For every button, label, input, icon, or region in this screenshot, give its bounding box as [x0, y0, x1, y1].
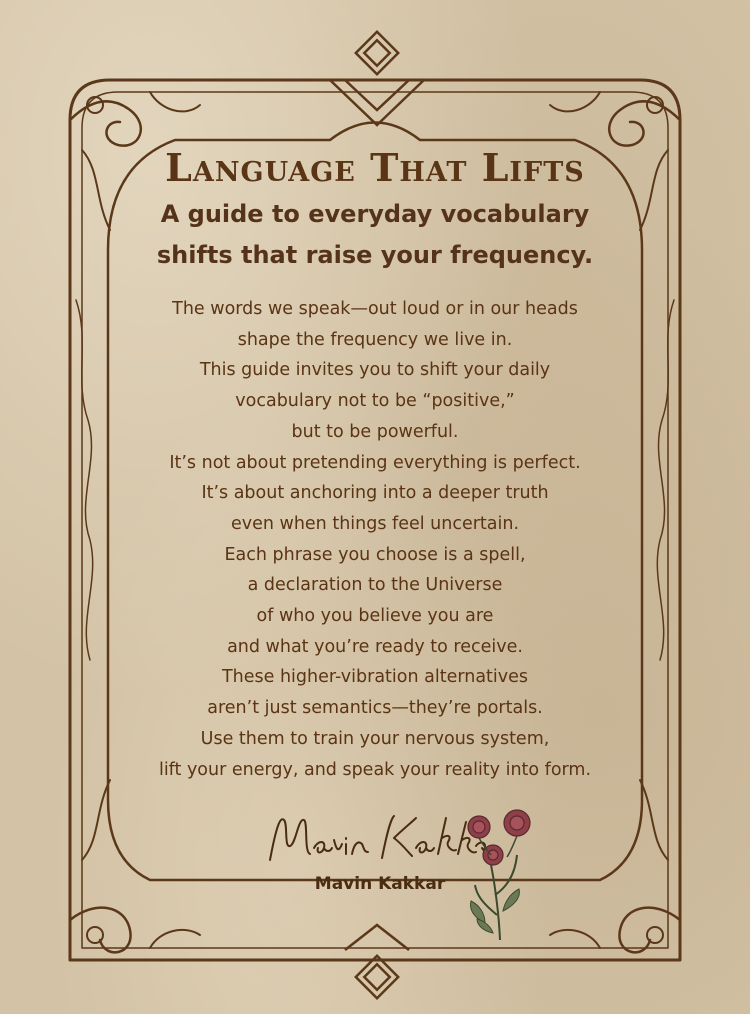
knot-ornament-bottom-icon: [345, 925, 409, 998]
body-line: The words we speak—out loud or in our heads: [172, 299, 578, 319]
subtitle-line: A guide to everyday vocabulary: [160, 200, 590, 228]
rose-illustration-icon: [455, 805, 545, 945]
body-line: but to be powerful.: [291, 421, 459, 442]
body-line: aren’t just semantics—they’re portals.: [207, 698, 543, 719]
content-block: [90, 142, 660, 785]
body-line: These higher-vibration alternatives: [221, 667, 529, 688]
body-line: It’s not about pretending everything is perfect.: [169, 452, 581, 473]
body-line: Each phrase you choose is a spell,: [224, 544, 526, 565]
page-title: Language That Lifts: [165, 145, 585, 190]
body-line: a declaration to the Universe: [247, 575, 503, 596]
body-line: It’s about anchoring into a deeper truth: [201, 483, 549, 504]
body-line: vocabulary not to be “positive,”: [235, 391, 515, 412]
body-line: even when things feel uncertain.: [230, 513, 520, 534]
body-line: of who you believe you are: [256, 606, 494, 627]
body-line: and what you’re ready to receive.: [227, 636, 523, 657]
body-line: lift your energy, and speak your reality into form.: [158, 759, 592, 780]
subtitle-line: shifts that raise your frequency.: [156, 241, 594, 269]
author-name: Mavin Kakkar: [314, 874, 446, 894]
knot-ornament-top-icon: [330, 32, 424, 125]
body-line: Use them to train your nervous system,: [200, 728, 550, 749]
body-line: shape the frequency we live in.: [237, 329, 513, 350]
subtitle: [115, 194, 635, 276]
body-text: [90, 294, 660, 785]
body-line: This guide invites you to shift your daily: [199, 360, 551, 381]
